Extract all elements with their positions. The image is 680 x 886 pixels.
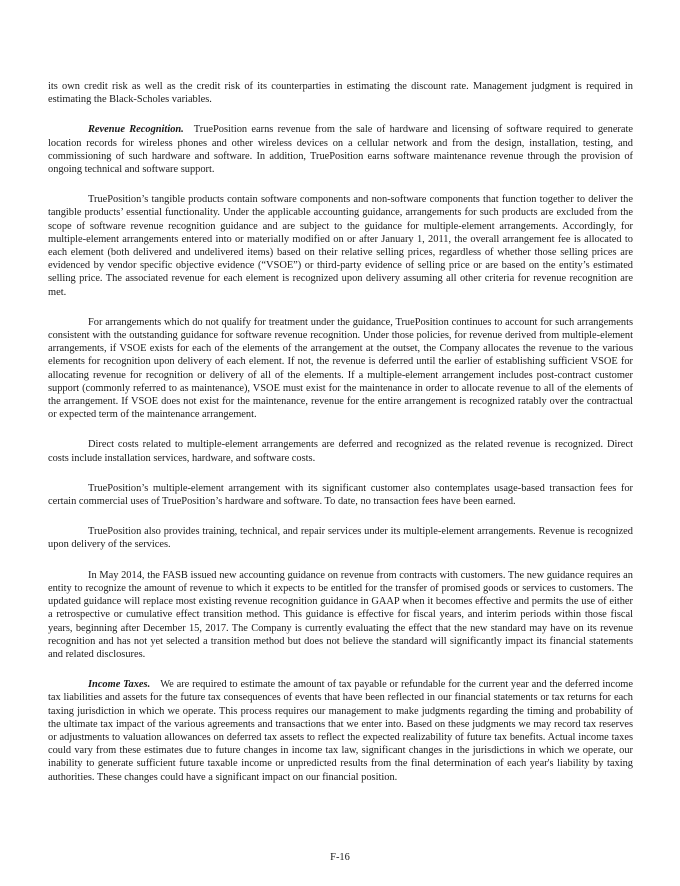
paragraph-income-taxes-text: We are required to estimate the amount of tax payable or refundable for the current year and the deferred income tax liabilities and assets for the future tax consequences of events that have been reflected in our financial statements or tax returns for each taxing jurisdiction in which we operate. This process requires our management to make judgments regarding the timing and probability of the ultimate tax impact of the various agreements and transactions that we enter into. Based on these judgments we may record tax reserves or adjustments to valuation allowances on deferred tax assets to reflect the expected realizability of future tax benefits. Actual income taxes could vary from these estimates due to future changes in income tax law, significant changes in the jurisdictions in which we operate, our inability to generate sufficient future taxable income or unpredicted results from the final determination of each year's liability by taxing authorities. These changes could have a significant impact on our financial position. bbox=[48, 679, 633, 783]
paragraph-fasb-guidance: In May 2014, the FASB issued new accounting guidance on revenue from contracts with customers. The new guidance requires an entity to recognize the amount of revenue to which it expects to be entitled for the transfer of promised goods or services to customers. The updated guidance will replace most existing revenue recognition guidance in GAAP when it becomes effective and permits the use of either a retrospective or cumulative effect transition method. This guidance is effective for fiscal years, and interim periods within those fiscal years, beginning after December 15, 2017. The Company is currently evaluating the effect that the new standard may have on its revenue recognition and has not yet selected a transition method but does not believe the standard will significantly impact its financial statements and related disclosures. bbox=[48, 569, 633, 660]
paragraph-software-arrangements: For arrangements which do not qualify for treatment under the guidance, TruePosition continues to account for such arrangements consistent with the outstanding guidance for software revenue recognition. Under those policies, for revenue derived from multiple-element arrangements, if VSOE exists for each of the elements of the arrangement at the outset, the Company allocates the revenue to the various elements for recognition upon delivery of each element. If not, the revenue is deferred until the earlier of establishing sufficient VSOE for allocating revenue for recognition or delivery of all of the elements. If a multiple-element arrangement includes post-contract customer support (commonly referred to as maintenance), VSOE must exist for the maintenance in order to allocate revenue to all of the elements of the arrangement. If VSOE does not exist for the maintenance, revenue for the entire arrangement is recognized ratably over the contractual or expected term of the maintenance arrangement. bbox=[48, 316, 633, 421]
paragraph-revenue-recognition-text: TruePosition earns revenue from the sale of hardware and licensing of software required to generate location records for wireless phones and other wireless devices on a cellular network and from the design, installation, testing, and commissioning of such hardware and software. In addition, TruePosition earns software maintenance revenue through the provision of ongoing technical and software support. bbox=[48, 124, 634, 176]
paragraph-credit-risk: its own credit risk as well as the credit risk of its counterparties in estimating the discount rate. Management judgment is required in estimating the Black-Scholes variables. bbox=[48, 81, 633, 106]
section-heading-income-taxes: Income Taxes. bbox=[88, 679, 151, 691]
paragraph-training-services: TruePosition also provides training, technical, and repair services under its multiple-element arrangements. Revenue is recognized upon delivery of the services. bbox=[48, 526, 633, 551]
document-body bbox=[48, 80, 633, 801]
paragraph-tangible-products: TruePosition’s tangible products contain software components and non-software components that function together to deliver the tangible products’ essential functionality. Under the applicable accounting guidance, arrangements for such products are excluded from the scope of software revenue recognition guidance and are subject to the guidance for multiple-element arrangements. Accordingly, for multiple-element arrangements entered into or materially modified on or after January 1, 2011, the overall arrangement fee is allocated to each element (both delivered and undelivered items) based on their relative selling prices, regardless of whether those selling prices are evidenced by vendor specific objective evidence (“VSOE”) or third-party evidence of selling price or are based on the entity’s estimated selling price. The associated revenue for each element is recognized upon delivery assuming all other criteria for revenue recognition are met. bbox=[48, 194, 633, 298]
paragraph-income-taxes bbox=[48, 678, 633, 784]
paragraph-revenue-recognition bbox=[48, 123, 633, 176]
paragraph-transaction-fees: TruePosition’s multiple-element arrangement with its significant customer also contemplates usage-based transaction fees for certain commercial uses of TruePosition’s hardware and software. To date, no transaction fees have been earned. bbox=[48, 482, 633, 508]
paragraph-direct-costs: Direct costs related to multiple-element arrangements are deferred and recognized as the related revenue is recognized. Direct costs include installation services, hardware, and software costs. bbox=[48, 439, 633, 464]
section-heading-revenue-recognition: Revenue Recognition. bbox=[88, 124, 184, 136]
page-number: F-16 bbox=[330, 852, 350, 863]
